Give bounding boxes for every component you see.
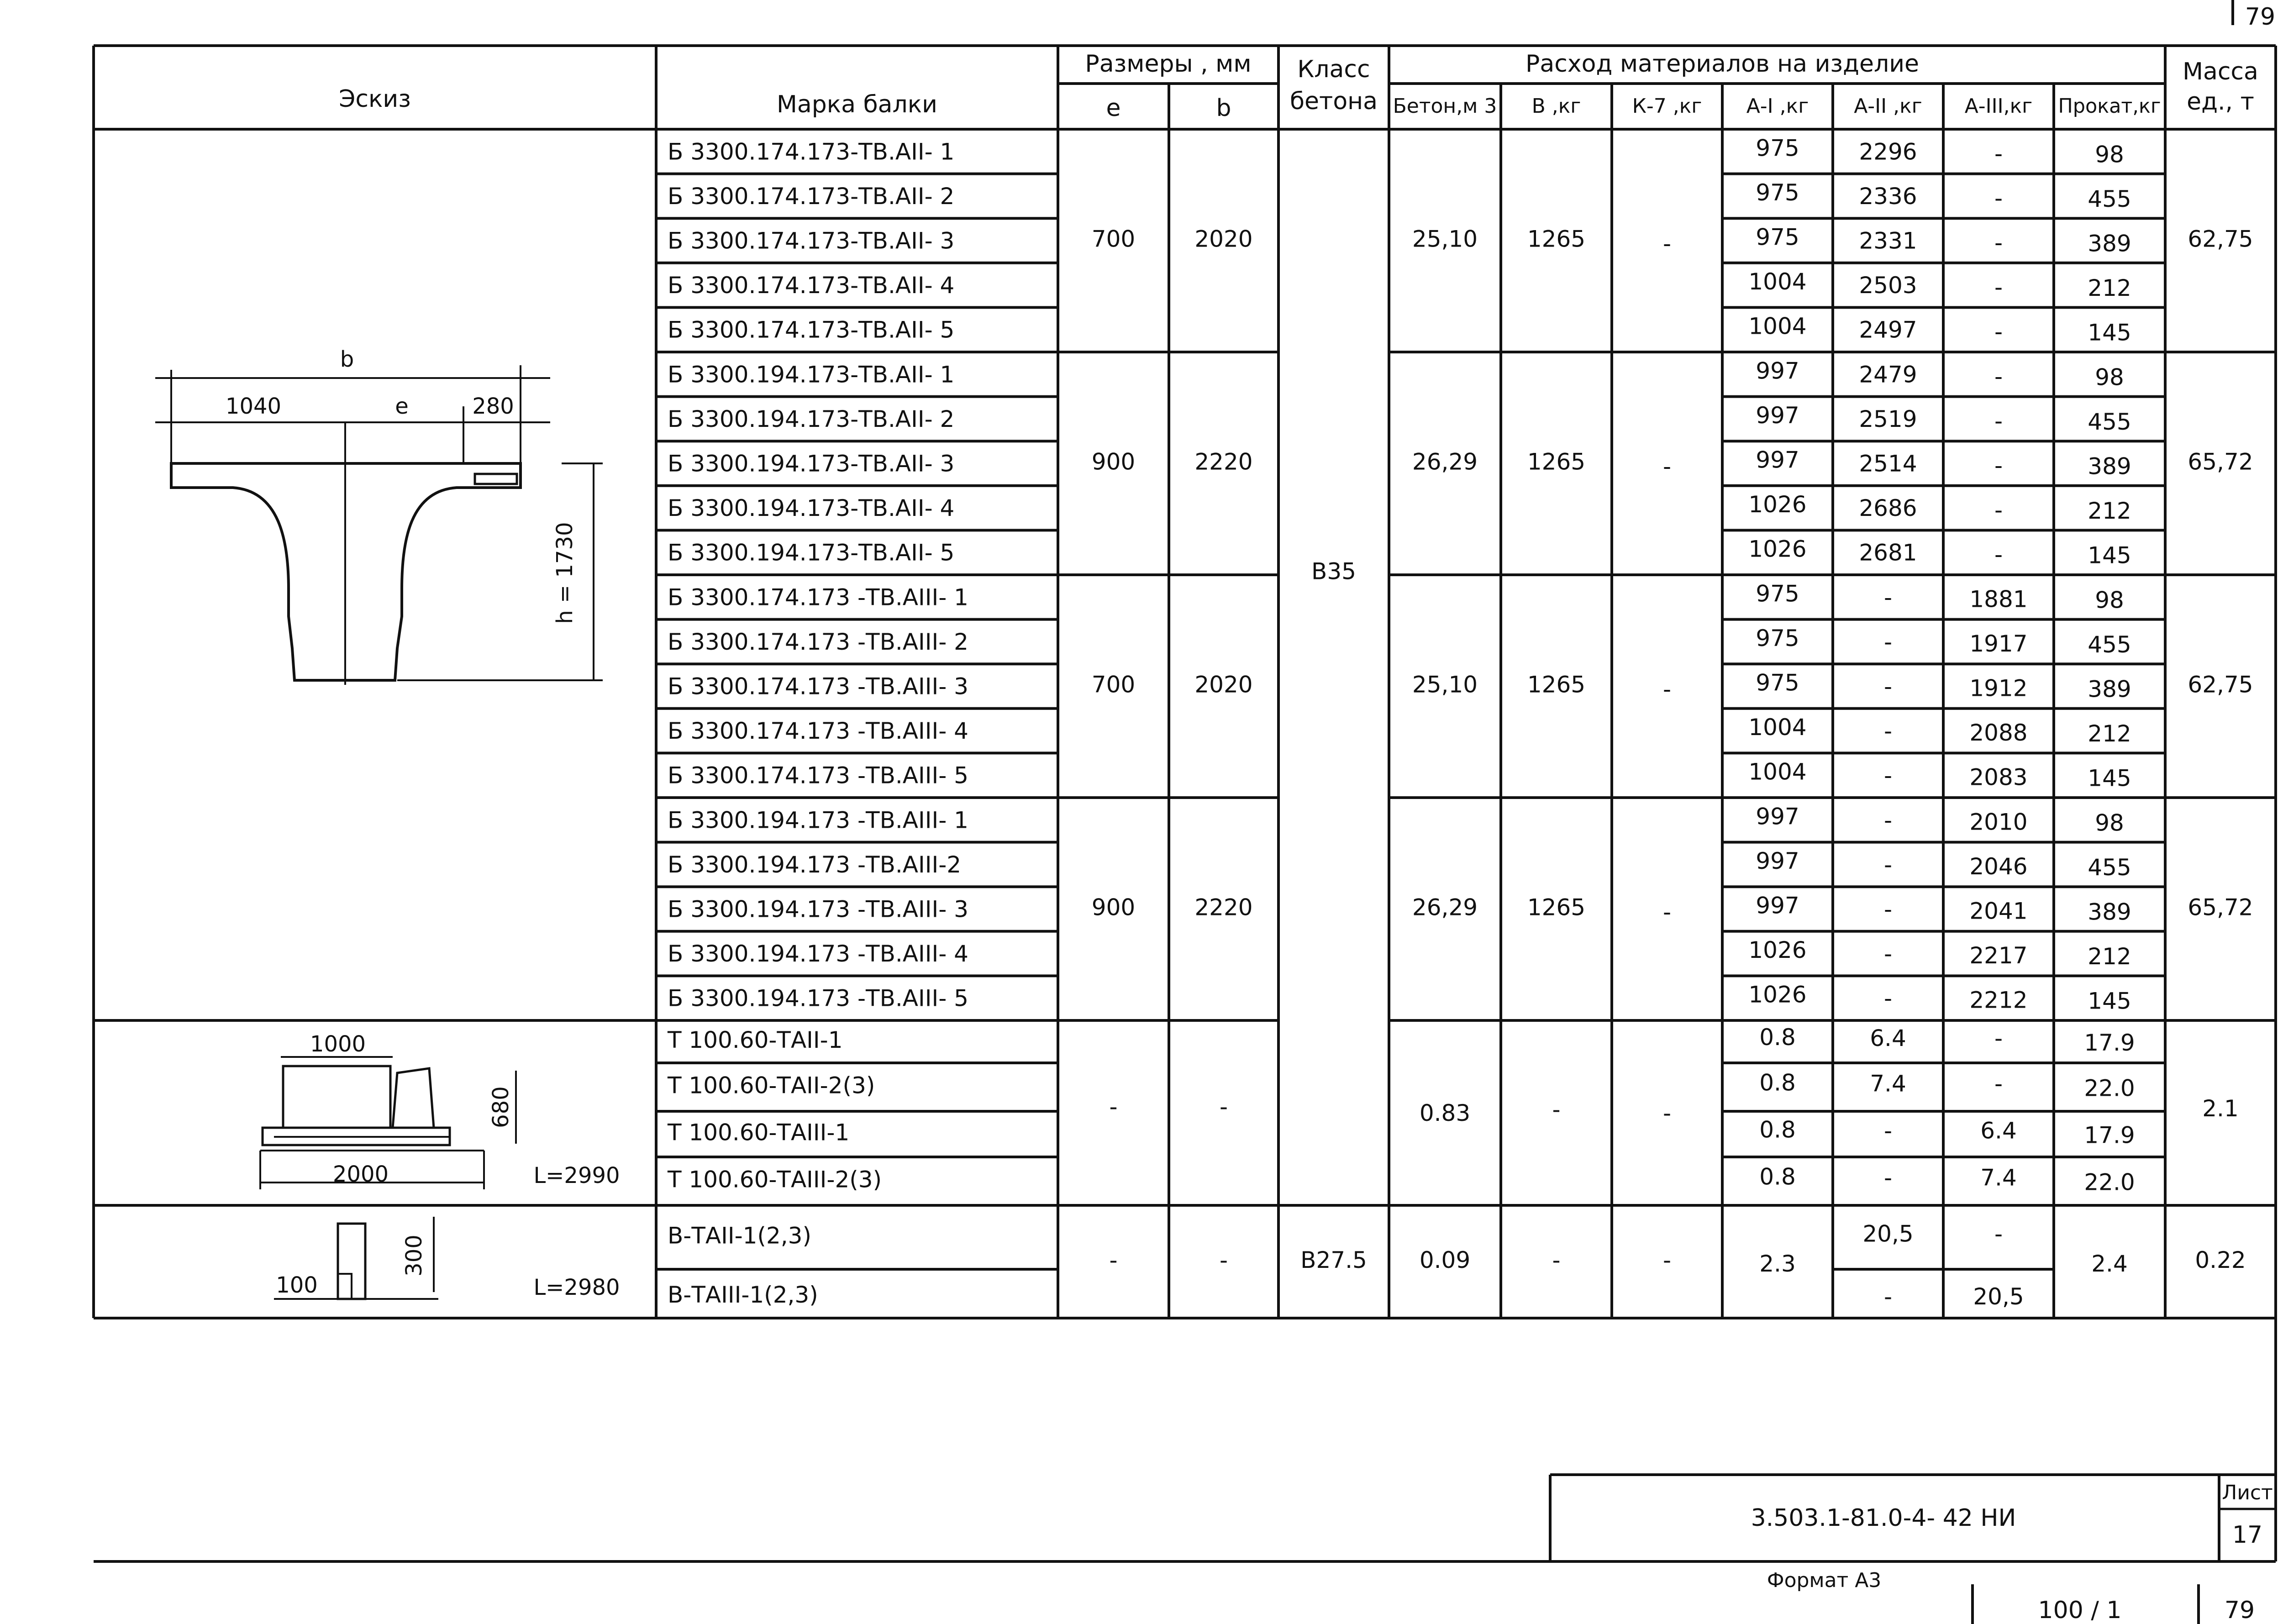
table-cell-a1: 997 xyxy=(1756,847,1799,874)
table-cell-a1: 1004 xyxy=(1748,758,1807,785)
table-cell-a1: 975 xyxy=(1756,669,1799,696)
group-cell-k7: - xyxy=(1662,899,1672,925)
page-corner-number: 79 xyxy=(2245,3,2276,31)
table-cell-prokat: 455 xyxy=(2088,854,2131,881)
table-cell-a1: 0.8 xyxy=(1759,1116,1796,1143)
table-cell-a3: - xyxy=(1994,497,2003,524)
table-cell-a2: - xyxy=(1883,807,1893,834)
dim-label-h: h = 1730 xyxy=(552,522,578,624)
table-cell-a3: 2041 xyxy=(1969,898,2028,925)
table-cell-a1: 997 xyxy=(1756,892,1799,919)
table-cell-a2: - xyxy=(1883,985,1893,1012)
table-cell-prokat: 98 xyxy=(2095,364,2124,391)
t-cell-b: - xyxy=(1219,1093,1228,1120)
header-a3: А-III,кг xyxy=(1964,95,2033,118)
table-cell-prokat: 212 xyxy=(2088,498,2131,525)
table-cell-a3: 1912 xyxy=(1969,675,2028,702)
table-cell-a2: 2296 xyxy=(1859,138,1917,165)
table-cell-a3: 2010 xyxy=(1969,809,2028,836)
table-cell-prokat: 389 xyxy=(2088,230,2131,257)
table-texts xyxy=(226,3,2275,1624)
header-class-l1: Класс xyxy=(1297,56,1370,83)
v-cell-class: B27.5 xyxy=(1300,1247,1367,1273)
header-prokat: Прокат,кг xyxy=(2058,95,2161,118)
table-cell-a1: 997 xyxy=(1756,803,1799,830)
table-cell-a3: 2046 xyxy=(1969,853,2028,880)
table-cell-mark: Б 3300.194.173-ТВ.АII- 2 xyxy=(668,405,955,432)
dim-label-2000: 2000 xyxy=(332,1162,389,1187)
v-cell-prokat: 2.4 xyxy=(2091,1251,2128,1277)
group-cell-b: 2220 xyxy=(1194,894,1253,921)
table-cell-a1: 997 xyxy=(1756,402,1799,429)
table-cell-a2: - xyxy=(1883,851,1893,878)
table-cell-mark: Б 3300.174.173 -ТВ.АIII- 4 xyxy=(668,718,968,745)
table-cell-mark: Б 3300.174.173-ТВ.АII- 2 xyxy=(668,183,955,210)
dim-label-300: 300 xyxy=(401,1235,427,1277)
table-cell-a3: 2083 xyxy=(1969,764,2028,791)
header-b: b xyxy=(1216,95,1231,122)
table-cell-mark: Т 100.60-ТАII-2(3) xyxy=(668,1072,875,1099)
titleblock-sheet-label: Лист xyxy=(2222,1481,2273,1504)
v-cell-b: - xyxy=(1219,1247,1228,1273)
table-cell-a3: 6.4 xyxy=(1980,1117,2017,1144)
dim-label-e: e xyxy=(395,394,409,419)
table-cell-a3: - xyxy=(1994,1025,2003,1051)
table-cell-mark: Т 100.60-ТАIII-1 xyxy=(668,1119,850,1146)
table-cell-a2: 2519 xyxy=(1859,405,1917,432)
group-cell-e: 900 xyxy=(1091,448,1136,475)
group-cell-beton: 26,29 xyxy=(1412,894,1478,921)
header-a1: А-I ,кг xyxy=(1746,95,1809,118)
table-cell-a3: 7.4 xyxy=(1980,1164,2017,1191)
table-cell-mark: Б 3300.174.173 -ТВ.АIII- 5 xyxy=(668,762,968,789)
header-sizes: Размеры , мм xyxy=(1085,50,1252,78)
table-cell-mark: Б 3300.194.173 -ТВ.АIII- 1 xyxy=(668,807,968,834)
vbeam-notch xyxy=(338,1274,352,1299)
table-cell-a3: - xyxy=(1994,229,2003,256)
table-cell-a3: 20,5 xyxy=(1973,1283,2024,1310)
group-cell-b: 2020 xyxy=(1194,226,1253,252)
group-cell-b: 2020 xyxy=(1194,671,1253,698)
group-cell-beton: 25,10 xyxy=(1412,671,1478,698)
table-cell-a1: 1026 xyxy=(1748,491,1807,518)
group-cell-v: 1265 xyxy=(1527,226,1586,252)
table-cell-a1: 1004 xyxy=(1748,714,1807,741)
group-cell-mass: 62,75 xyxy=(2188,226,2253,252)
v-cell-beton: 0.09 xyxy=(1419,1247,1471,1273)
table-cell-a2: - xyxy=(1883,673,1893,700)
group-cell-mass: 62,75 xyxy=(2188,671,2253,698)
table-cell-a1: 975 xyxy=(1756,179,1799,206)
table-cell-prokat: 145 xyxy=(2088,319,2131,346)
dim-label-L: L=2980 xyxy=(533,1275,620,1300)
table-cell-a2: 2686 xyxy=(1859,495,1917,522)
table-cell-a2: - xyxy=(1883,1164,1893,1191)
v-cell-a1: 2.3 xyxy=(1759,1251,1796,1277)
titleblock-code: 3.503.1-81.0-4- 42 НИ xyxy=(1751,1504,2016,1532)
table-cell-a2: 6.4 xyxy=(1870,1025,1906,1051)
header-k7: К-7 ,кг xyxy=(1632,95,1702,118)
table-cell-a1: 975 xyxy=(1756,135,1799,162)
header-v: B ,кг xyxy=(1531,95,1581,118)
table-grid xyxy=(94,46,2276,1561)
table-cell-prokat: 389 xyxy=(2088,676,2131,703)
dim-label-100: 100 xyxy=(276,1272,318,1298)
group-cell-mass: 65,72 xyxy=(2188,448,2253,475)
table-cell-mark: В-ТАIII-1(2,3) xyxy=(668,1282,818,1308)
table-cell-prokat: 145 xyxy=(2088,542,2131,569)
group-cell-v: 1265 xyxy=(1527,894,1586,921)
table-cell-a1: 1026 xyxy=(1748,536,1807,562)
v-cell-v: - xyxy=(1552,1247,1561,1273)
dim-label-680: 680 xyxy=(488,1086,514,1128)
v-cell-e: - xyxy=(1109,1247,1118,1273)
tslab-rib xyxy=(393,1068,434,1128)
v-cell-k7: - xyxy=(1662,1247,1672,1273)
table-cell-mark: Б 3300.174.173 -ТВ.АIII- 3 xyxy=(668,673,968,700)
table-cell-a3: 2212 xyxy=(1969,987,2028,1014)
table-cell-a2: 2514 xyxy=(1859,450,1917,477)
table-cell-prokat: 22.0 xyxy=(2084,1075,2135,1102)
table-cell-mark: Б 3300.194.173-ТВ.АII- 4 xyxy=(668,495,955,522)
table-cell-a2: - xyxy=(1883,1283,1893,1310)
table-cell-prokat: 212 xyxy=(2088,720,2131,747)
table-cell-a1: 0.8 xyxy=(1759,1069,1796,1096)
dim-label-280: 280 xyxy=(472,394,514,419)
table-cell-mark: Т 100.60-ТАII-1 xyxy=(668,1027,843,1053)
table-cell-mark: Б 3300.194.173-ТВ.АII- 3 xyxy=(668,450,955,477)
table-cell-a1: 975 xyxy=(1756,580,1799,607)
table-cell-mark: В-ТАII-1(2,3) xyxy=(668,1222,811,1249)
table-cell-prokat: 98 xyxy=(2095,809,2124,836)
table-cell-prokat: 389 xyxy=(2088,453,2131,480)
table-cell-prokat: 145 xyxy=(2088,988,2131,1014)
sketches xyxy=(94,0,2276,1624)
header-a2: А-II ,кг xyxy=(1854,95,1922,118)
table-cell-a2: 2497 xyxy=(1859,316,1917,343)
dim-label-L: L=2990 xyxy=(533,1163,620,1188)
table-cell-mark: Б 3300.174.173-ТВ.АII- 1 xyxy=(668,138,955,165)
table-cell-mark: Б 3300.194.173 -ТВ.АIII- 5 xyxy=(668,985,968,1012)
table-cell-a2: 20,5 xyxy=(1862,1220,1914,1247)
table-cell-a3: - xyxy=(1994,318,2003,345)
dim-label-1040: 1040 xyxy=(225,394,282,419)
table-cell-a3: - xyxy=(1994,140,2003,167)
table-cell-a2: 2503 xyxy=(1859,272,1917,299)
table-cell-a3: - xyxy=(1994,274,2003,301)
table-cell-mark: Б 3300.194.173-ТВ.АII- 5 xyxy=(668,539,955,566)
table-cell-a3: - xyxy=(1994,184,2003,211)
table-cell-mark: Б 3300.194.173 -ТВ.АIII- 3 xyxy=(668,896,968,923)
t-cell-k7: - xyxy=(1662,1100,1672,1126)
table-cell-prokat: 17.9 xyxy=(2084,1030,2135,1056)
table-cell-a1: 997 xyxy=(1756,357,1799,384)
group-cell-e: 700 xyxy=(1091,671,1136,698)
table-cell-prokat: 212 xyxy=(2088,943,2131,970)
header-consumption: Расход материалов на изделие xyxy=(1526,50,1919,78)
table-cell-a1: 1004 xyxy=(1748,313,1807,340)
table-cell-mark: Б 3300.194.173 -ТВ.АIII- 4 xyxy=(668,941,968,967)
table-cell-a1: 0.8 xyxy=(1759,1163,1796,1190)
table-cell-prokat: 455 xyxy=(2088,631,2131,658)
dim-label-b: b xyxy=(340,347,354,372)
group-cell-mass: 65,72 xyxy=(2188,894,2253,921)
table-cell-a2: - xyxy=(1883,1117,1893,1144)
table-cell-prokat: 455 xyxy=(2088,408,2131,435)
table-cell-a2: - xyxy=(1883,896,1893,923)
table-cell-a2: 2331 xyxy=(1859,227,1917,254)
group-cell-e: 700 xyxy=(1091,226,1136,252)
group-cell-v: 1265 xyxy=(1527,671,1586,698)
table-cell-a2: - xyxy=(1883,628,1893,655)
table-cell-a1: 1026 xyxy=(1748,937,1807,964)
table-cell-a3: 1917 xyxy=(1969,630,2028,657)
titleblock-sheet-no: 17 xyxy=(2232,1521,2263,1549)
table-cell-mark: Б 3300.174.173 -ТВ.АIII- 2 xyxy=(668,628,968,655)
table-cell-a2: - xyxy=(1883,762,1893,789)
group-cell-beton: 26,29 xyxy=(1412,448,1478,475)
table-cell-mark: Б 3300.174.173-ТВ.АII- 4 xyxy=(668,272,955,299)
table-cell-a3: - xyxy=(1994,452,2003,479)
stamp-number: 100 / 1 xyxy=(2038,1597,2122,1624)
beam-flange-key xyxy=(475,474,517,484)
table-cell-prokat: 389 xyxy=(2088,899,2131,925)
table-cell-a3: 2088 xyxy=(1969,720,2028,746)
table-cell-mark: Т 100.60-ТАIII-2(3) xyxy=(668,1166,882,1193)
table-cell-a3: - xyxy=(1994,1220,2003,1247)
table-cell-a2: - xyxy=(1883,718,1893,745)
table-cell-prokat: 17.9 xyxy=(2084,1122,2135,1149)
table-cell-mark: Б 3300.174.173-ТВ.АII- 3 xyxy=(668,227,955,254)
table-cell-a2: 2681 xyxy=(1859,539,1917,566)
table-cell-a3: 2217 xyxy=(1969,942,2028,969)
stamp-page: 79 xyxy=(2224,1597,2255,1624)
table-cell-a3: - xyxy=(1994,541,2003,568)
table-cell-prokat: 98 xyxy=(2095,587,2124,614)
table-cell-mark: Б 3300.194.173 -ТВ.АIII-2 xyxy=(668,851,962,878)
table-cell-a2: 7.4 xyxy=(1870,1070,1906,1097)
group-cell-b: 2220 xyxy=(1194,448,1253,475)
group-cell-k7: - xyxy=(1662,676,1672,703)
group-cell-v: 1265 xyxy=(1527,448,1586,475)
group-cell-k7: - xyxy=(1662,230,1672,257)
titleblock-format: Формат А3 xyxy=(1767,1569,1882,1592)
header-sketch: Эскиз xyxy=(339,85,411,113)
t-cell-v: - xyxy=(1552,1096,1561,1123)
dim-label-1000: 1000 xyxy=(310,1031,366,1057)
group-cell-e: 900 xyxy=(1091,894,1136,921)
table-cell-a2: 2479 xyxy=(1859,361,1917,388)
table-cell-mark: Б 3300.174.173-ТВ.АII- 5 xyxy=(668,316,955,343)
header-mass-l2: ед., т xyxy=(2187,88,2254,116)
table-cell-a3: - xyxy=(1994,363,2003,390)
tslab-block xyxy=(283,1066,390,1128)
table-cell-prokat: 145 xyxy=(2088,765,2131,792)
table-cell-a1: 0.8 xyxy=(1759,1024,1796,1051)
table-cell-a1: 975 xyxy=(1756,625,1799,652)
t-cell-e: - xyxy=(1109,1093,1118,1120)
header-mark: Марка балки xyxy=(777,91,937,118)
header-beton: Бетон,м 3 xyxy=(1393,95,1497,118)
t-cell-mass: 2.1 xyxy=(2202,1095,2239,1122)
table-cell-a1: 997 xyxy=(1756,447,1799,473)
table-cell-mark: Б 3300.194.173-ТВ.АII- 1 xyxy=(668,361,955,388)
table-cell-a3: - xyxy=(1994,1070,2003,1097)
header-e: e xyxy=(1106,95,1121,122)
group-cell-beton: 25,10 xyxy=(1412,226,1478,252)
header-mass-l1: Масса xyxy=(2183,58,2258,85)
table-cell-prokat: 98 xyxy=(2095,141,2124,168)
header-class-l2: бетона xyxy=(1289,88,1378,115)
table-cell-a2: - xyxy=(1883,941,1893,967)
table-cell-a3: - xyxy=(1994,407,2003,434)
class-b35: B35 xyxy=(1311,558,1356,585)
table-cell-a2: 2336 xyxy=(1859,183,1917,210)
group-cell-k7: - xyxy=(1662,453,1672,480)
table-cell-prokat: 22.0 xyxy=(2084,1169,2135,1196)
table-cell-a3: 1881 xyxy=(1969,586,2028,613)
table-cell-mark: Б 3300.174.173 -ТВ.АIII- 1 xyxy=(668,584,968,611)
table-cell-a1: 975 xyxy=(1756,224,1799,251)
table-cell-prokat: 455 xyxy=(2088,185,2131,212)
t-cell-beton: 0.83 xyxy=(1419,1100,1471,1126)
v-cell-mass: 0.22 xyxy=(2195,1247,2246,1273)
table-cell-a1: 1026 xyxy=(1748,981,1807,1008)
table-cell-a1: 1004 xyxy=(1748,268,1807,295)
table-cell-prokat: 212 xyxy=(2088,275,2131,302)
table-cell-a2: - xyxy=(1883,584,1893,611)
